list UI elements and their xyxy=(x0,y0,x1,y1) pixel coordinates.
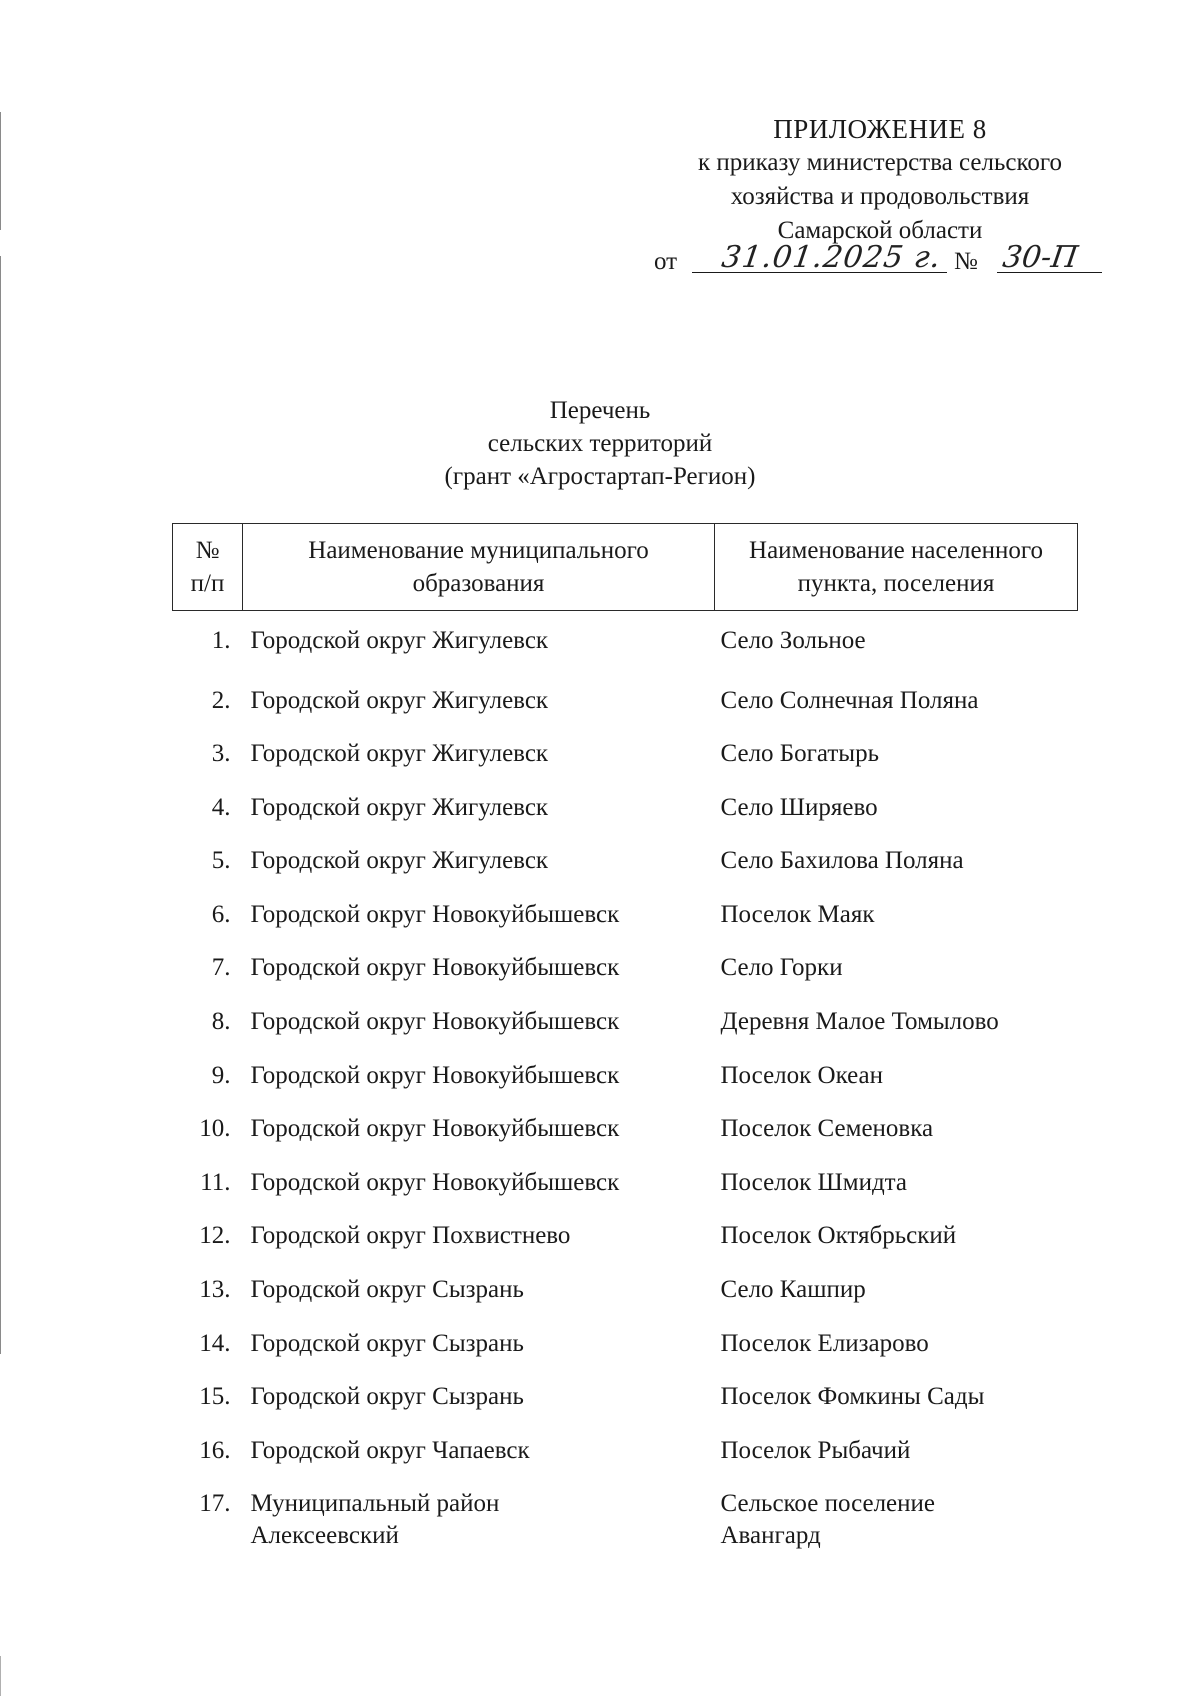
municipality-name: Городской округ Чапаевск xyxy=(250,1436,530,1464)
number-label: № xyxy=(954,248,978,275)
row-number: 8. xyxy=(211,1008,231,1036)
settlement-name: Поселок Семеновка xyxy=(720,1115,934,1143)
municipality-name: Городской округ Похвистнево xyxy=(250,1222,571,1250)
row-number: 14. xyxy=(199,1329,231,1357)
settlement-name: Поселок Рыбачий xyxy=(720,1436,911,1464)
municipality-name: Городской округ Жигулевск xyxy=(250,793,549,821)
table-header-row xyxy=(173,524,1078,611)
settlement-name: Село Бахилова Поляна xyxy=(720,847,964,875)
row-number: 7. xyxy=(211,954,231,982)
heading-line: Перечень xyxy=(549,397,651,424)
settlement-name: Деревня Малое Томылово xyxy=(720,1008,999,1036)
appendix-line: к приказу министерства сельского xyxy=(697,149,1062,176)
table-row xyxy=(173,887,1078,941)
settlement-name: Село Кашпир xyxy=(720,1276,866,1304)
settlement-name: Сельское поселение Авангард xyxy=(720,1490,936,1550)
header-settlement: Наименование населенного пункта, поселения xyxy=(715,524,1078,611)
municipality-name: Муниципальный район Алексеевский xyxy=(250,1490,500,1550)
municipality-name: Городской округ Новокуйбышевск xyxy=(250,1115,620,1143)
appendix-line: хозяйства и продовольствия xyxy=(730,183,1030,210)
appendix-block xyxy=(660,112,1100,248)
settlement-name: Поселок Океан xyxy=(720,1061,883,1089)
table-row xyxy=(173,1262,1078,1316)
row-number: 12. xyxy=(199,1222,231,1250)
municipality-name: Городской округ Новокуйбышевск xyxy=(250,1061,620,1089)
list-heading xyxy=(300,394,900,493)
table-row xyxy=(173,1048,1078,1102)
row-number: 10. xyxy=(199,1115,231,1143)
settlement-name: Поселок Октябрьский xyxy=(720,1222,957,1250)
settlement-name: Село Ширяево xyxy=(720,793,878,821)
settlement-name: Поселок Шмидта xyxy=(720,1168,908,1196)
row-number: 17. xyxy=(199,1490,231,1518)
row-number: 16. xyxy=(199,1436,231,1464)
row-number: 3. xyxy=(211,740,231,768)
row-number: 11. xyxy=(200,1168,231,1196)
order-date-number-line xyxy=(652,236,1122,282)
scan-edge-line xyxy=(0,112,1,230)
settlement-name: Село Солнечная Поляна xyxy=(720,686,979,714)
header-num: № п/п xyxy=(173,524,243,611)
table-row xyxy=(173,1101,1078,1155)
table-row xyxy=(173,1208,1078,1262)
row-number: 6. xyxy=(211,900,231,928)
table-row xyxy=(173,611,1078,673)
settlement-name: Село Богатырь xyxy=(720,740,879,768)
municipality-name: Городской округ Жигулевск xyxy=(250,847,549,875)
row-number: 15. xyxy=(199,1383,231,1411)
table-row xyxy=(173,833,1078,887)
table-row xyxy=(173,673,1078,727)
handwritten-date: 31.01.2025 г. xyxy=(719,240,944,275)
row-number: 4. xyxy=(211,793,231,821)
settlement-name: Поселок Фомкины Сады xyxy=(720,1383,985,1411)
row-number: 2. xyxy=(211,686,231,714)
heading-line: сельских территорий xyxy=(487,430,713,457)
from-label: от xyxy=(654,248,678,275)
date-field xyxy=(692,240,947,273)
settlement-name: Село Зольное xyxy=(720,627,866,654)
settlement-name: Поселок Маяк xyxy=(720,900,875,928)
table-row xyxy=(173,1369,1078,1423)
municipality-name: Городской округ Жигулевск xyxy=(250,686,549,714)
table-row xyxy=(173,994,1078,1048)
municipality-name: Городской округ Сызрань xyxy=(250,1329,524,1357)
scan-edge-line xyxy=(0,256,1,1354)
municipality-name: Городской округ Жигулевск xyxy=(250,740,549,768)
municipality-name: Городской округ Сызрань xyxy=(250,1383,524,1411)
row-number: 9. xyxy=(211,1061,231,1089)
table-row xyxy=(173,940,1078,994)
settlement-name: Поселок Елизарово xyxy=(720,1329,929,1357)
table-row xyxy=(173,1423,1078,1477)
municipality-name: Городской округ Новокуйбышевск xyxy=(250,1008,620,1036)
table-row xyxy=(173,726,1078,780)
table-row xyxy=(173,780,1078,834)
number-field xyxy=(997,240,1102,273)
appendix-title: ПРИЛОЖЕНИЕ 8 xyxy=(773,114,987,144)
municipality-name: Городской округ Сызрань xyxy=(250,1276,524,1304)
header-municipality: Наименование муниципального образования xyxy=(243,524,715,611)
appendix-line: Самарской области xyxy=(777,217,983,244)
heading-line: (грант «Агростартап-Регион) xyxy=(444,463,756,490)
handwritten-number: 30-П xyxy=(1000,240,1080,275)
table-row xyxy=(173,1155,1078,1209)
municipality-name: Городской округ Жигулевск xyxy=(250,627,549,654)
municipality-name: Городской округ Новокуйбышевск xyxy=(250,900,620,928)
municipality-name: Городской округ Новокуйбышевск xyxy=(250,1168,620,1196)
table-row xyxy=(173,1476,1078,1552)
scan-edge-line xyxy=(0,1656,1,1696)
municipality-name: Городской округ Новокуйбышевск xyxy=(250,954,620,982)
row-number: 5. xyxy=(211,847,231,875)
territories-table xyxy=(172,523,1078,1552)
row-number: 13. xyxy=(199,1276,231,1304)
settlement-name: Село Горки xyxy=(720,954,843,982)
table-row xyxy=(173,1316,1078,1370)
row-number: 1. xyxy=(211,627,231,654)
